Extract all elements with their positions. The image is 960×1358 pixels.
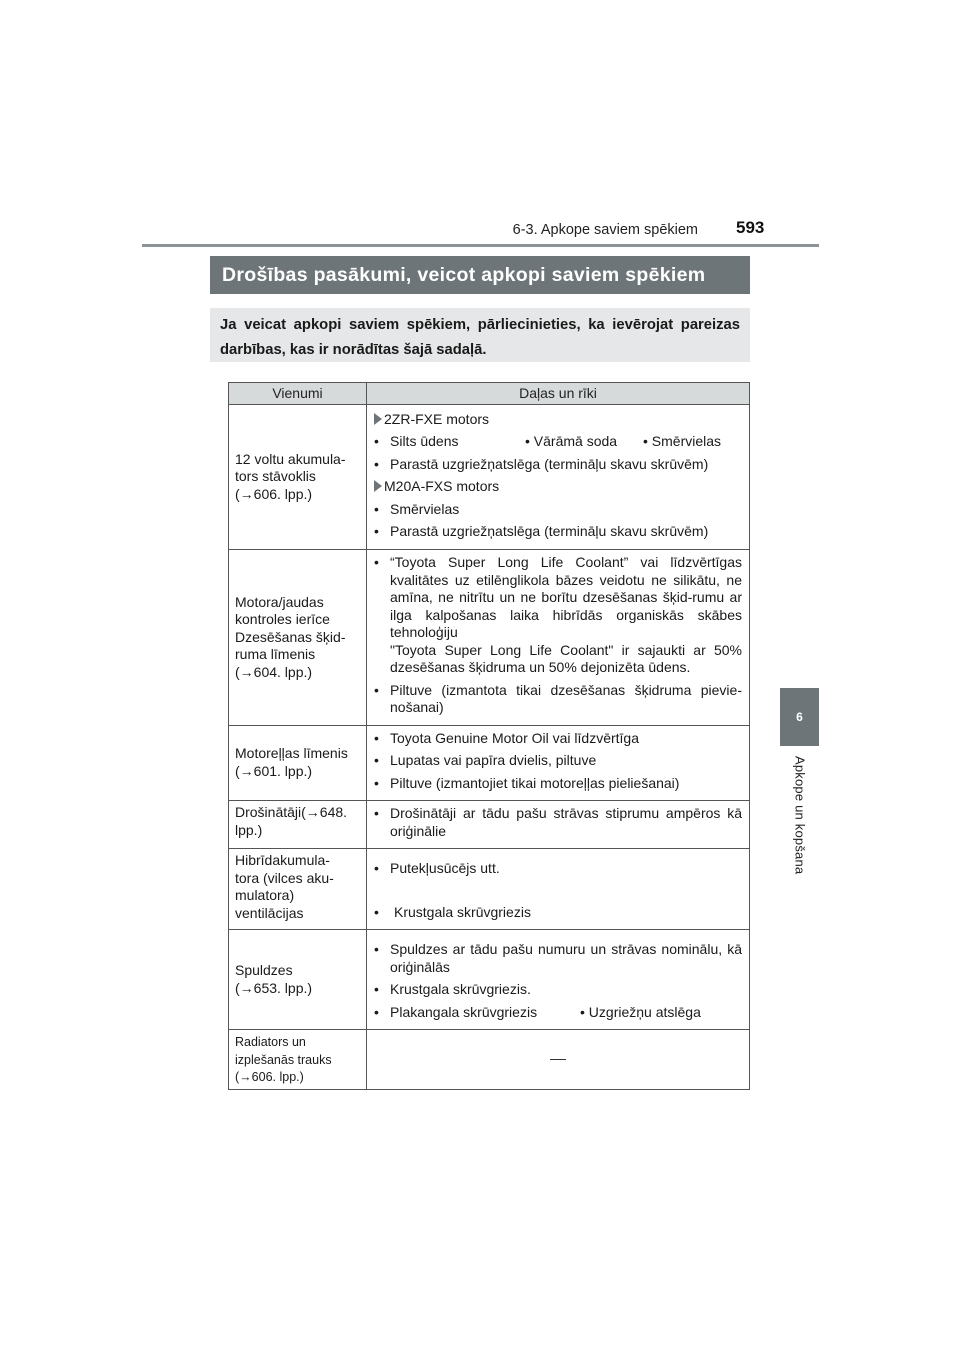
section-header: 6-3. Apkope saviem spēkiem [512,222,698,238]
list-item: • Spuldzes ar tādu pašu numuru un strāvas nominālu, kā oriģinālās [374,941,742,975]
list-item: • Krustgala skrūvgriezis. [374,981,531,997]
list-item: • Silts ūdens • Vārāmā soda • Smērvielas [374,433,722,449]
list-item: • Smērvielas [374,500,460,517]
engine-variant: M20A-FXS motors [374,478,742,496]
triangle-arrow-icon [374,480,382,492]
table-row [229,930,750,1030]
row-parts [367,849,750,930]
maintenance-table [228,382,750,1090]
engine-variant: 2ZR-FXE motors [374,411,742,429]
table-row [229,405,750,550]
row-parts [367,405,750,550]
chapter-label-text: Apkope un kopšana [792,756,808,875]
list-item: • “Toyota Super Long Life Coolant” vai līdzvērtīgas kvalitātes uz etilēnglikola bāzes veidotu ne silikātu, ne amīna, ne nitrītu un ne borītu dzesēšanas šķid-rumu ar ilga kalpošanas laika hibrīdās organiskās skābes tehnoloģiju "Toyota Super Long Life Coolant" ir sajaukti ar 50% dzesēšanas šķidruma un 50% dejonizēta ūdens. [374,554,742,675]
row-item: Hibrīdakumula- tora (vilces aku- mulatora) ventilācijas [229,849,367,930]
empty-dash [550,1059,566,1060]
row-item: Spuldzes (→653. lpp.) [229,930,367,1030]
list-item: • Lupatas vai papīra dvielis, piltuve [374,752,597,768]
chapter-label [782,756,818,886]
intro-note: Ja veicat apkopi saviem spēkiem, pārliecinieties, ka ievērojat pareizas darbības, kas ir norādītas šajā sadaļā. [210,308,750,362]
list-item: • Piltuve (izmantojiet tikai motoreļļas pieliešanai) [374,774,680,791]
row-item: Motora/jaudas kontroles ierīce Dzesēšanas šķid- ruma līmenis (→604. lpp.) [229,550,367,726]
row-parts [367,550,750,726]
chapter-number: 6 [796,710,803,724]
list-item: • Plakangala skrūvgriezis • Uzgriežņu atslēga [374,1003,701,1020]
row-parts [367,801,750,849]
table-row [229,849,750,930]
row-parts [367,725,750,801]
triangle-arrow-icon [374,413,382,425]
list-item: • Drošinātāji ar tādu pašu strāvas stiprumu ampēros kā oriģinālie [374,805,742,839]
row-item: Motoreļļas līmenis (→601. lpp.) [229,725,367,801]
header-parts-tools: Daļas un rīki [367,383,750,405]
chapter-tab[interactable] [780,688,819,746]
row-parts [367,930,750,1030]
row-item: Drošinātāji(→648. lpp.) [229,801,367,849]
list-item: • Toyota Genuine Motor Oil vai līdzvērtīga [374,729,640,746]
row-item: 12 voltu akumula- tors stāvoklis (→606. lpp.) [229,405,367,550]
list-item: • Krustgala skrūvgriezis [374,903,531,920]
list-item: • Piltuve (izmantota tikai dzesēšanas šķidruma pievie-nošanai) [374,681,742,715]
list-item: • Parastā uzgriežņatslēga (termināļu skavu skrūvēm) [374,455,709,472]
table-row [229,801,750,849]
section-title: Drošības pasākumi, veicot apkopi saviem spēkiem [210,256,750,294]
row-parts-empty [367,1030,750,1090]
row-item: Radiators un izplešanās trauks (→606. lpp.) [229,1030,367,1090]
table-row [229,725,750,801]
list-item: • Parastā uzgriežņatslēga (termināļu skavu skrūvēm) [374,523,709,539]
header-items: Vienumi [229,383,367,405]
header-rule [142,244,819,247]
page-number: 593 [736,218,765,237]
table-header-row [229,383,750,405]
list-item: • Putekļusūcējs utt. [374,860,500,876]
table-row [229,1030,750,1090]
table-row [229,550,750,726]
